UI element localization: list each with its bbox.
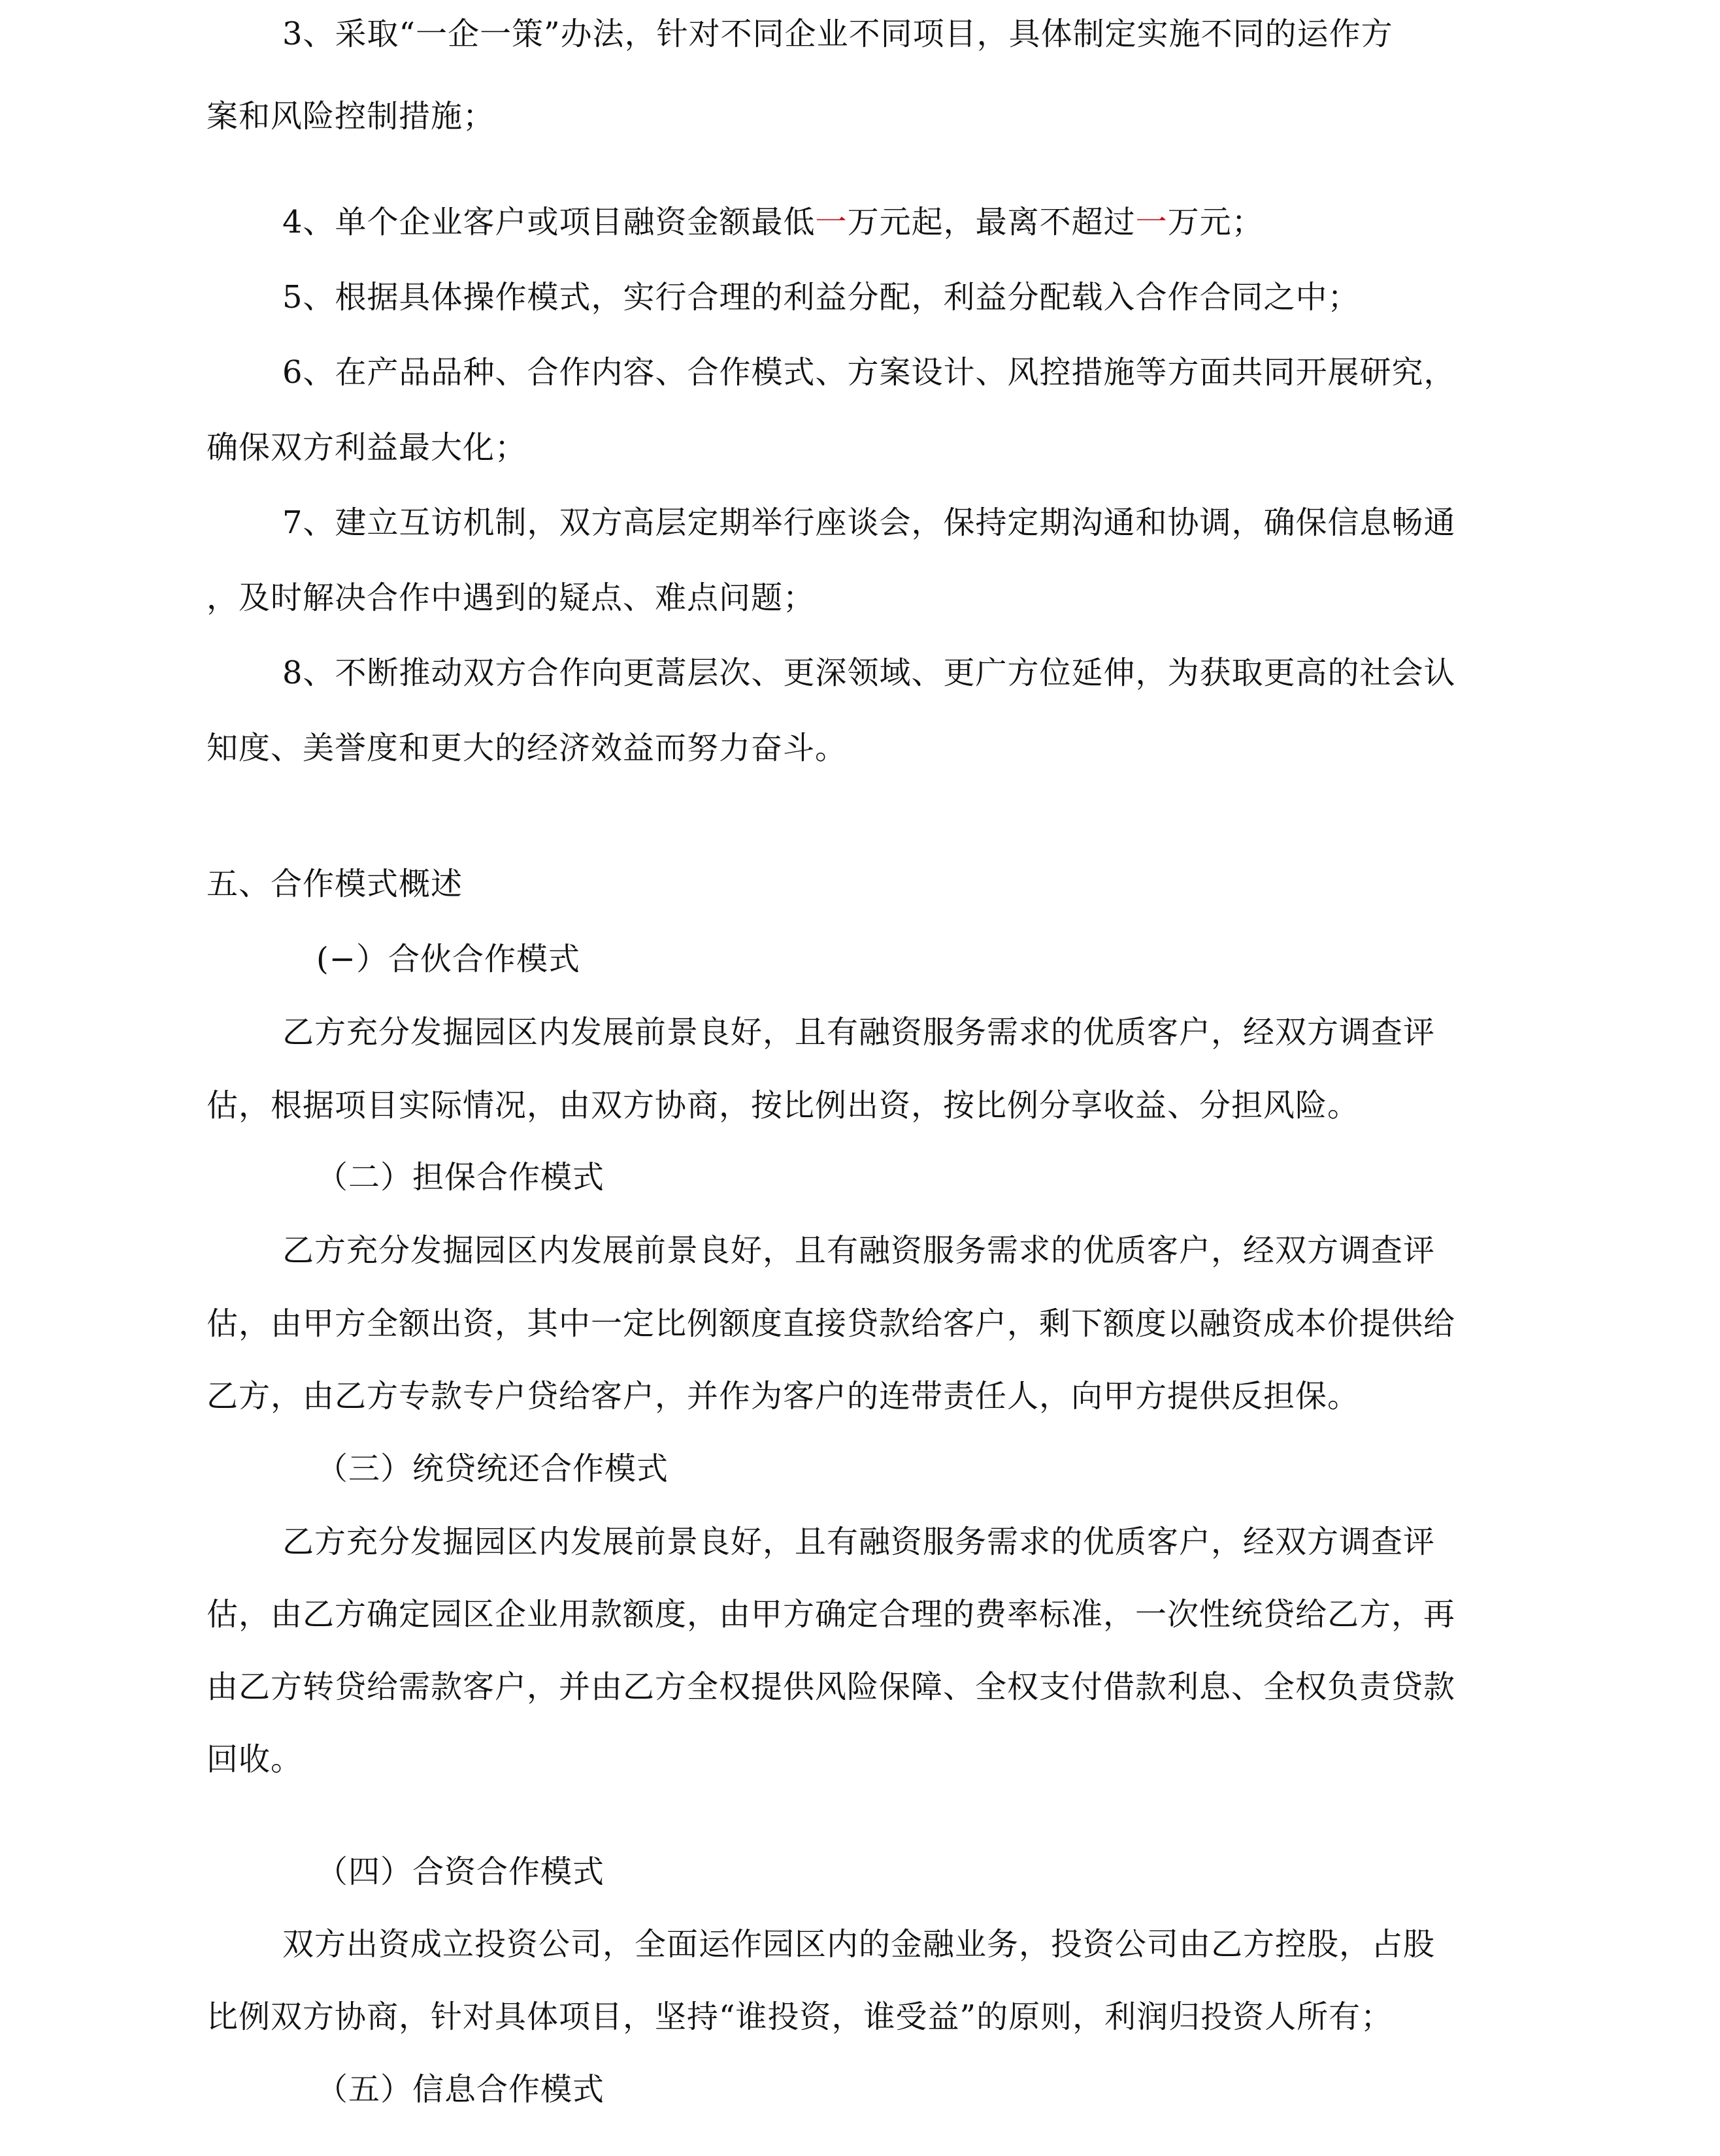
mode-3-line-4: 回收。: [207, 1741, 303, 1778]
item-4-blank-1: 一: [815, 204, 848, 240]
item-4-blank-2: 一: [1135, 204, 1168, 240]
mode-3-heading: （三）统贷统还合作模式: [316, 1450, 669, 1487]
section-5-heading: 五、合作模式概述: [207, 866, 463, 902]
item-6-line-2: 确保双方利益最大化；: [207, 429, 527, 466]
item-7-line-1: 7、建立互访机制，双方高层定期举行座谈会，保持定期沟通和协调，确保信息畅通: [282, 504, 1456, 541]
mode-2-line-2: 估，由甲方全额出资，其中一定比例额度直接贷款给客户，剩下额度以融资成本价提供给: [207, 1305, 1456, 1342]
item-4-text-3: 万元；: [1167, 204, 1264, 240]
item-3-line-2: 案和风险控制措施；: [207, 98, 495, 135]
mode-4-heading: （四）合资合作模式: [316, 1854, 605, 1890]
item-7-line-2: ，及时解决合作中遇到的疑点、难点问题；: [207, 580, 816, 616]
item-4-text-2: 万元起，最离不超过: [847, 204, 1136, 240]
item-4: [282, 203, 1264, 242]
item-3-line-1: 3、采取“一企一策”办法，针对不同企业不同项目，具体制定实施不同的运作方: [282, 16, 1393, 52]
item-8-line-2: 知度、美誉度和更大的经济效益而努力奋斗。: [207, 730, 848, 766]
mode-3-line-2: 估，由乙方确定园区企业用款额度，由甲方确定合理的费率标准，一次性统贷给乙方，再: [207, 1596, 1456, 1633]
item-8-line-1: 8、不断推动双方合作向更蒿层次、更深领域、更广方位延伸，为获取更高的社会认: [282, 655, 1456, 691]
item-5: 5、根据具体操作模式，实行合理的利益分配，利益分配载入合作合同之中；: [282, 279, 1360, 316]
mode-1-line-1: 乙方充分发掘园区内发展前景良好，且有融资服务需求的优质客户，经双方调查评: [282, 1014, 1436, 1051]
mode-1-line-2: 估，根据项目实际情况，由双方协商，按比例出资，按比例分享收益、分担风险。: [207, 1087, 1360, 1124]
mode-3-line-1: 乙方充分发掘园区内发展前景良好，且有融资服务需求的优质客户，经双方调查评: [282, 1524, 1436, 1560]
mode-1-heading: (−）合伙合作模式: [316, 941, 580, 977]
item-6-line-1: 6、在产品品种、合作内容、合作模式、方案设计、风控措施等方面共同开展研究，: [282, 354, 1456, 391]
item-4-text-1: 4、单个企业客户或项目融资金额最低: [282, 204, 816, 240]
mode-5-heading: （五）信息合作模式: [316, 2071, 605, 2108]
mode-4-line-1: 双方出资成立投资公司，全面运作园区内的金融业务，投资公司由乙方控股，占股: [282, 1926, 1436, 1963]
mode-2-line-3: 乙方，由乙方专款专户贷给客户，并作为客户的连带责任人，向甲方提供反担保。: [207, 1378, 1360, 1414]
mode-4-line-2: 比例双方协商，针对具体项目，坚持“谁投资，谁受益”的原则，利润归投资人所有；: [207, 1999, 1393, 2035]
mode-3-line-3: 由乙方转贷给需款客户，并由乙方全权提供风险保障、全权支付借款利息、全权负责贷款: [207, 1669, 1456, 1705]
mode-2-heading: （二）担保合作模式: [316, 1159, 605, 1196]
mode-2-line-1: 乙方充分发掘园区内发展前景良好，且有融资服务需求的优质客户，经双方调查评: [282, 1232, 1436, 1269]
